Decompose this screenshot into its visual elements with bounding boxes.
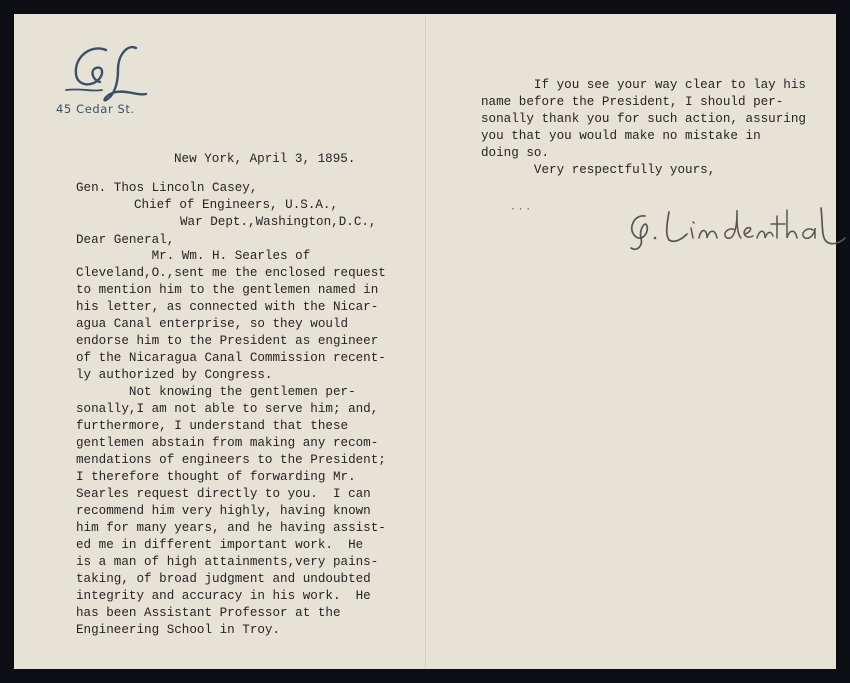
body-line: Engineering School in Troy.: [76, 623, 281, 637]
body-line: doing so.: [481, 146, 550, 160]
right-page: [427, 14, 836, 669]
recipient-line: War Dept.,Washington,D.C.,: [180, 215, 377, 229]
signature: [617, 194, 847, 254]
letter-sheet: [14, 14, 836, 669]
body-line: Not knowing the gentlemen per-: [76, 385, 356, 399]
body-line: mendations of engineers to the President;: [76, 453, 386, 467]
body-line: name before the President, I should per-: [481, 95, 784, 109]
body-line: integrity and accuracy in his work. He: [76, 589, 371, 603]
body-line: I therefore thought of forwarding Mr.: [76, 470, 356, 484]
body-line: If you see your way clear to lay his: [481, 78, 806, 92]
body-line: has been Assistant Professor at the: [76, 606, 341, 620]
recipient-line: Gen. Thos Lincoln Casey,: [76, 181, 258, 195]
body-line: of the Nicaragua Canal Commission recent-: [76, 351, 386, 365]
left-page: [14, 14, 425, 669]
body-line: sonally thank you for such action, assuring: [481, 112, 806, 126]
body-line: recommend him very highly, having known: [76, 504, 371, 518]
body-line: ly authorized by Congress.: [76, 368, 273, 382]
body-line: Mr. Wm. H. Searles of: [76, 249, 311, 263]
body-line: taking, of broad judgment and undoubted: [76, 572, 371, 586]
body-line: Searles request directly to you. I can: [76, 487, 371, 501]
monogram-logo: [62, 42, 152, 108]
body-line: gentlemen abstain from making any recom-: [76, 436, 379, 450]
body-line: his letter, as connected with the Nicar-: [76, 300, 379, 314]
right-body-text: [481, 77, 806, 179]
body-line: him for many years, and he having assist-: [76, 521, 386, 535]
left-body-text: [76, 248, 386, 639]
body-line: furthermore, I understand that these: [76, 419, 349, 433]
body-line: endorse him to the President as engineer: [76, 334, 379, 348]
ink-dots: · · ·: [511, 202, 531, 216]
body-line: to mention him to the gentlemen named in: [76, 283, 379, 297]
body-line: Very respectfully yours,: [481, 163, 716, 177]
salutation: Dear General,: [76, 233, 175, 247]
body-line: you that you would make no mistake in: [481, 129, 761, 143]
recipient-line: Chief of Engineers, U.S.A.,: [134, 198, 339, 212]
letterhead-address: 45 Cedar St.: [56, 102, 135, 116]
body-line: Cleveland,O.,sent me the enclosed request: [76, 266, 386, 280]
body-line: sonally,I am not able to serve him; and,: [76, 402, 379, 416]
body-line: ed me in different important work. He: [76, 538, 364, 552]
letter-date: New York, April 3, 1895.: [174, 152, 356, 166]
body-line: is a man of high attainments,very pains-: [76, 555, 379, 569]
body-line: agua Canal enterprise, so they would: [76, 317, 349, 331]
